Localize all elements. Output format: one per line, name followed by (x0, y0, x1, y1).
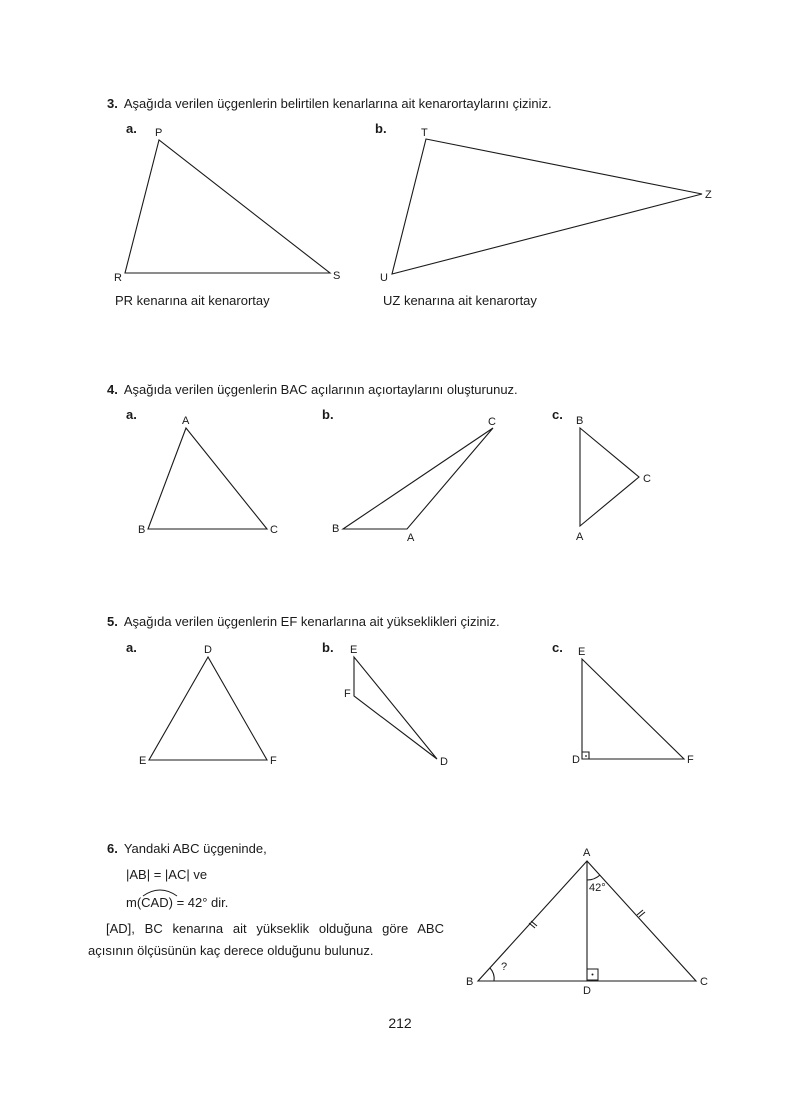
q5-statement (107, 614, 500, 630)
q5a-triangle (149, 657, 267, 760)
q3a-label: a. (126, 121, 137, 136)
q6-number: 6. (107, 841, 118, 856)
q6-arc-over-cad (142, 887, 178, 897)
q4a-vertex-c: C (270, 524, 278, 536)
q4c-triangle (580, 428, 639, 526)
q5-text: Aşağıda verilen üçgenlerin EF kenarlarına ait yükseklikleri çiziniz. (123, 614, 500, 629)
q5c-label: c. (552, 640, 563, 655)
q6-line3 (126, 895, 228, 911)
q4a-label: a. (126, 407, 137, 422)
q6-vertex-c: C (700, 976, 708, 988)
q5a-vertex-e: E (139, 755, 147, 767)
q6-vertex-b: B (466, 976, 474, 988)
q6-line1 (107, 841, 267, 857)
q3b-caption: UZ kenarına ait kenarortay (383, 293, 537, 308)
q3a-vertex-r: R (114, 272, 122, 284)
q6-intro: Yandaki ABC üçgeninde, (123, 841, 267, 856)
q3a-triangle (125, 140, 330, 273)
q5b-vertex-e: E (350, 644, 358, 656)
q5b-vertex-f: F (344, 688, 351, 700)
q4b-vertex-a: A (407, 532, 415, 544)
q6-angle-unknown: ? (501, 961, 508, 973)
q3b-triangle (392, 139, 702, 274)
q3b-vertex-t: T (421, 127, 428, 139)
page-number: 212 (388, 1015, 412, 1031)
q4b-vertex-c: C (488, 416, 496, 428)
q3b-vertex-u: U (380, 272, 388, 284)
q3-text: Aşağıda verilen üçgenlerin belirtilen kenarlarına ait kenarortaylarını çiziniz. (123, 96, 552, 111)
q5a-label: a. (126, 640, 137, 655)
q6-angle-arc-a (587, 875, 600, 880)
q3a-vertex-s: S (333, 270, 341, 282)
q5a-vertex-f: F (270, 755, 277, 767)
q4a-vertex-a: A (182, 415, 190, 427)
q4a-triangle (148, 428, 267, 529)
q6-vertex-d: D (583, 985, 591, 997)
q3a-vertex-p: P (155, 127, 163, 139)
q3b-vertex-z: Z (705, 189, 712, 201)
q6-right-angle-dot (592, 974, 594, 976)
q4b-vertex-b: B (332, 523, 340, 535)
q5b-label: b. (322, 640, 334, 655)
q4-text: Aşağıda verilen üçgenlerin BAC açılarının açıortaylarını oluşturunuz. (123, 382, 518, 397)
q3b-label: b. (375, 121, 387, 136)
q6-line4: [AD], BC kenarına ait yükseklik olduğuna göre ABC (106, 921, 444, 936)
q6-line3-prefix: m( (126, 895, 142, 910)
q4b-triangle (343, 428, 493, 529)
q5c-right-angle-dot (585, 755, 587, 757)
q5a-vertex-d: D (204, 644, 212, 656)
q4-statement (107, 382, 518, 398)
q4b-label: b. (322, 407, 334, 422)
q4c-vertex-b: B (576, 415, 584, 427)
q6-paragraph (88, 918, 444, 962)
q6-angle-42: 42° (589, 882, 606, 894)
q6-line5: açısının ölçüsünün kaç derece olduğunu bulunuz. (88, 943, 374, 958)
q6-angle-cad: CAD (141, 895, 169, 910)
q3-number: 3. (107, 96, 118, 111)
q5c-vertex-f: F (687, 754, 694, 766)
q5c-triangle (582, 659, 684, 759)
q5c-vertex-d: D (572, 754, 580, 766)
q4a-vertex-b: B (138, 524, 146, 536)
q4c-label: c. (552, 407, 563, 422)
q6-angle-arc-b (490, 968, 494, 981)
q3a-caption: PR kenarına ait kenarortay (115, 293, 270, 308)
q6-line2: |AB| = |AC| ve (126, 867, 208, 882)
q6-vertex-a: A (583, 847, 591, 859)
q4c-vertex-c: C (643, 473, 651, 485)
q5b-triangle (354, 657, 437, 759)
q6-line3-suffix: ) = 42° dir. (168, 895, 229, 910)
q5b-vertex-d: D (440, 756, 448, 768)
q4-number: 4. (107, 382, 118, 397)
q5c-vertex-e: E (578, 646, 586, 658)
q5-number: 5. (107, 614, 118, 629)
q4c-vertex-a: A (576, 531, 584, 543)
